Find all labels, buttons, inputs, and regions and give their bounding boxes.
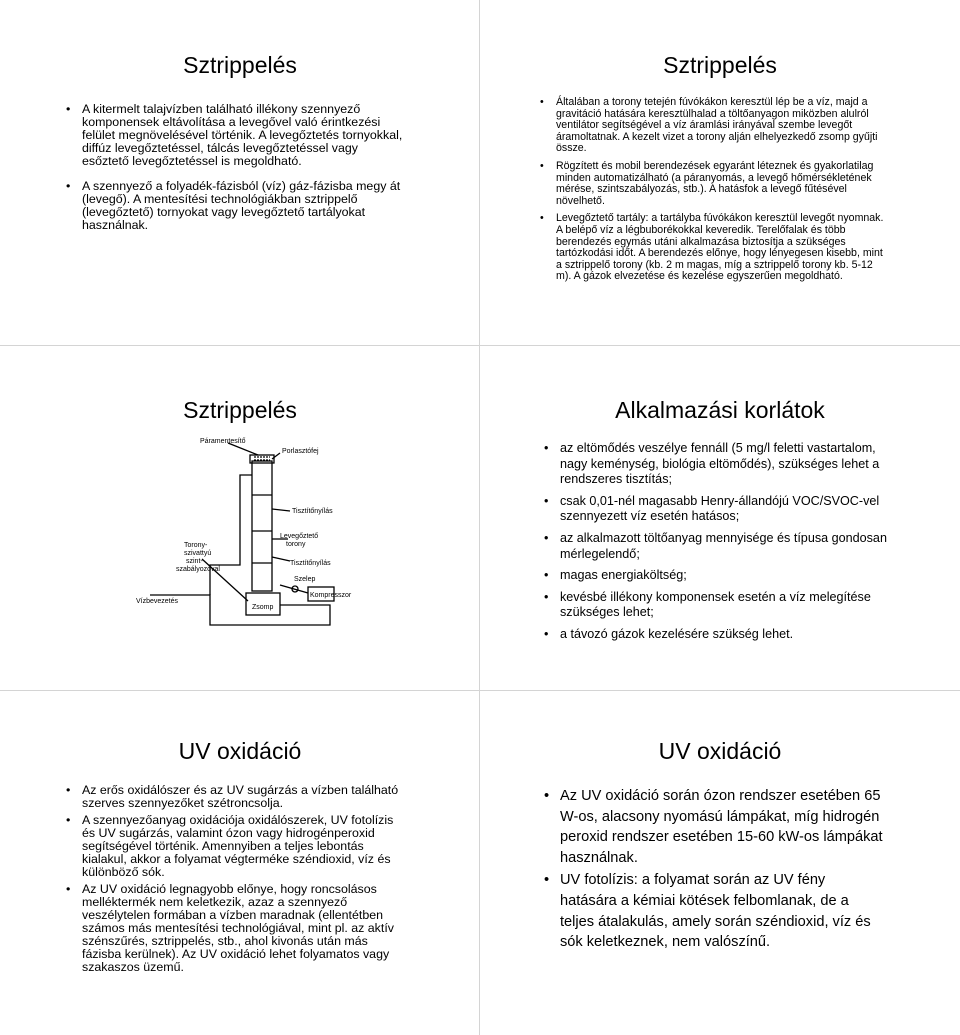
- diagram-label: Szelep: [294, 576, 316, 583]
- slide-1: [0, 0, 480, 345]
- diagram-label: Páramentesítő: [200, 438, 246, 445]
- bullet-list: [66, 784, 406, 986]
- list-item: • A kitermelt talajvízben található illékony szennyező komponensek eltávolítása a levegővel való érintkezési felület megnövelésével történik. A levegőztetés tornyokkal, diffúz levegőztetéssel, tálcás levegőztetéssel vagy esőztető levegőztetéssel is megoldható.: [66, 103, 406, 168]
- diagram-label: Kompresszor: [310, 592, 352, 599]
- list-item: • kevésbé illékony komponensek esetén a víz melegítése szükséges lehet;: [544, 590, 896, 621]
- stripping-tower-diagram: [130, 435, 370, 640]
- diagram-label: torony: [286, 541, 306, 548]
- diagram-label: Vízbevezetés: [136, 598, 179, 605]
- list-item: • Rögzített és mobil berendezések egyaránt léteznek és gyakorlatilag minden automatizálható (a páranyomás, a levegő hőmérsékletének mérése, szintszabályozás, stb.). A hatásfok a levegő fűtésével növelhető.: [540, 161, 885, 207]
- bullet-list: [544, 786, 884, 955]
- diagram-label: Torony-: [184, 542, 208, 549]
- diagram-label: Levegőztető: [280, 533, 319, 540]
- slide-6: [480, 690, 960, 1035]
- tower-top: [250, 455, 274, 463]
- list-item: • A szennyezőanyag oxidációja oxidálószerek, UV fotolízis és UV sugárzás, valamint ózon vagy hidrogénperoxid segítségével történik. Amennyiben a teljes lebontás kialakul, akkor a folyamat végterméke széndioxid, víz és különböző sók.: [66, 814, 406, 879]
- diagram-label: szabályozóval: [176, 566, 220, 573]
- bullet-list: [540, 97, 885, 289]
- diagram-label: szint-: [186, 558, 203, 565]
- slide-title: UV oxidáció: [658, 738, 782, 764]
- list-item: • az eltömődés veszélye fennáll (5 mg/l feletti vastartalom, nagy keménység, biológia eltömődés), szükséges lehet a rendszeres tisztítás;: [544, 441, 896, 488]
- list-item: • Az erős oxidálószer és az UV sugárzás a vízben található szerves szennyezőket szétroncsolja.: [66, 784, 406, 810]
- diagram-label: Zsomp: [252, 604, 274, 611]
- list-item: • Az UV oxidáció legnagyobb előnye, hogy roncsolásos melléktermék nem keletkezik, azaz a szennyező veszélytelen formában a vízben maradnak (ellentétben számos más mentesítési technológiával, mint pl. az aktív szénszűrés, sztrippelés, stb., ahol kivonás után más fázisba kerülnek). Az UV oxidáció lehet folyamatos vagy szakaszos üzemű.: [66, 883, 406, 974]
- list-item: • magas energiaköltség;: [544, 568, 896, 584]
- slide-4: [480, 345, 960, 690]
- diagram-label: szivattyú: [184, 550, 212, 557]
- diagram-label: Tisztítőnyílás: [292, 508, 333, 515]
- list-item: • A szennyező a folyadék-fázisból (víz) gáz-fázisba megy át (levegő). A mentesítési technológiákban sztrippelő (levegőztető) tornyokat vagy levegőztető tartályokat használnak.: [66, 180, 406, 232]
- diagram-label: Porlasztófej: [282, 448, 319, 455]
- list-item: • az alkalmazott töltőanyag mennyisége és típusa gondosan mérlegelendő;: [544, 531, 896, 562]
- bullet-list: [66, 103, 406, 244]
- slide-5: [0, 690, 480, 1035]
- list-item: • Általában a torony tetején fúvókákon keresztül lép be a víz, majd a gravitáció hatására keresztülhalad a töltőanyagon miközben alulról ventilátor segítségével a víz áramlási irányával szembe levegőt áramoltatnak. A kezelt vizet a torony alján elhelyezkedő zsomp gyűjti össze.: [540, 97, 885, 155]
- slide-title: Sztrippelés: [183, 52, 297, 78]
- diagram-label: Tisztítőnyílás: [290, 560, 331, 567]
- list-item: • a távozó gázok kezelésére szükség lehet.: [544, 627, 896, 643]
- list-item: • csak 0,01-nél magasabb Henry-állandójú VOC/SVOC-vel szennyezett víz esetén hatásos;: [544, 494, 896, 525]
- tower-shell: [252, 461, 272, 591]
- list-item: • Az UV oxidáció során ózon rendszer esetében 65 W-os, alacsony nyomású lámpákat, míg hidrogén peroxid rendszer esetében 15-60 kW-os lámpákat használnak.: [544, 786, 884, 868]
- list-item: • Levegőztető tartály: a tartályba fúvókákon keresztül levegőt nyomnak. A belépő víz a légbuborékokkal keveredik. Terelőfalak és több berendezés egymás utáni alkalmazása biztosítja a szükséges tartózkodási időt. A berendezés előnye, hogy lényegesen kisebb, mint a sztrippelő torony (kb. 2 m magas, míg a sztrippelő torony kb. 5-12 m). A gázok elvezetése és kezelése egyszerűen megoldható.: [540, 213, 885, 283]
- bullet-list: [544, 441, 896, 649]
- slide-title: UV oxidáció: [178, 738, 302, 764]
- slide-title: Sztrippelés: [183, 397, 297, 423]
- list-item: • UV fotolízis: a folyamat során az UV fény hatására a kémiai kötések felbomlanak, de a teljes átalakulás, amely során széndioxid, víz és sók keletkeznek, nem valószínű.: [544, 870, 884, 952]
- slide-title: Sztrippelés: [663, 52, 777, 78]
- slide-2: [480, 0, 960, 345]
- slide-title: Alkalmazási korlátok: [615, 397, 825, 423]
